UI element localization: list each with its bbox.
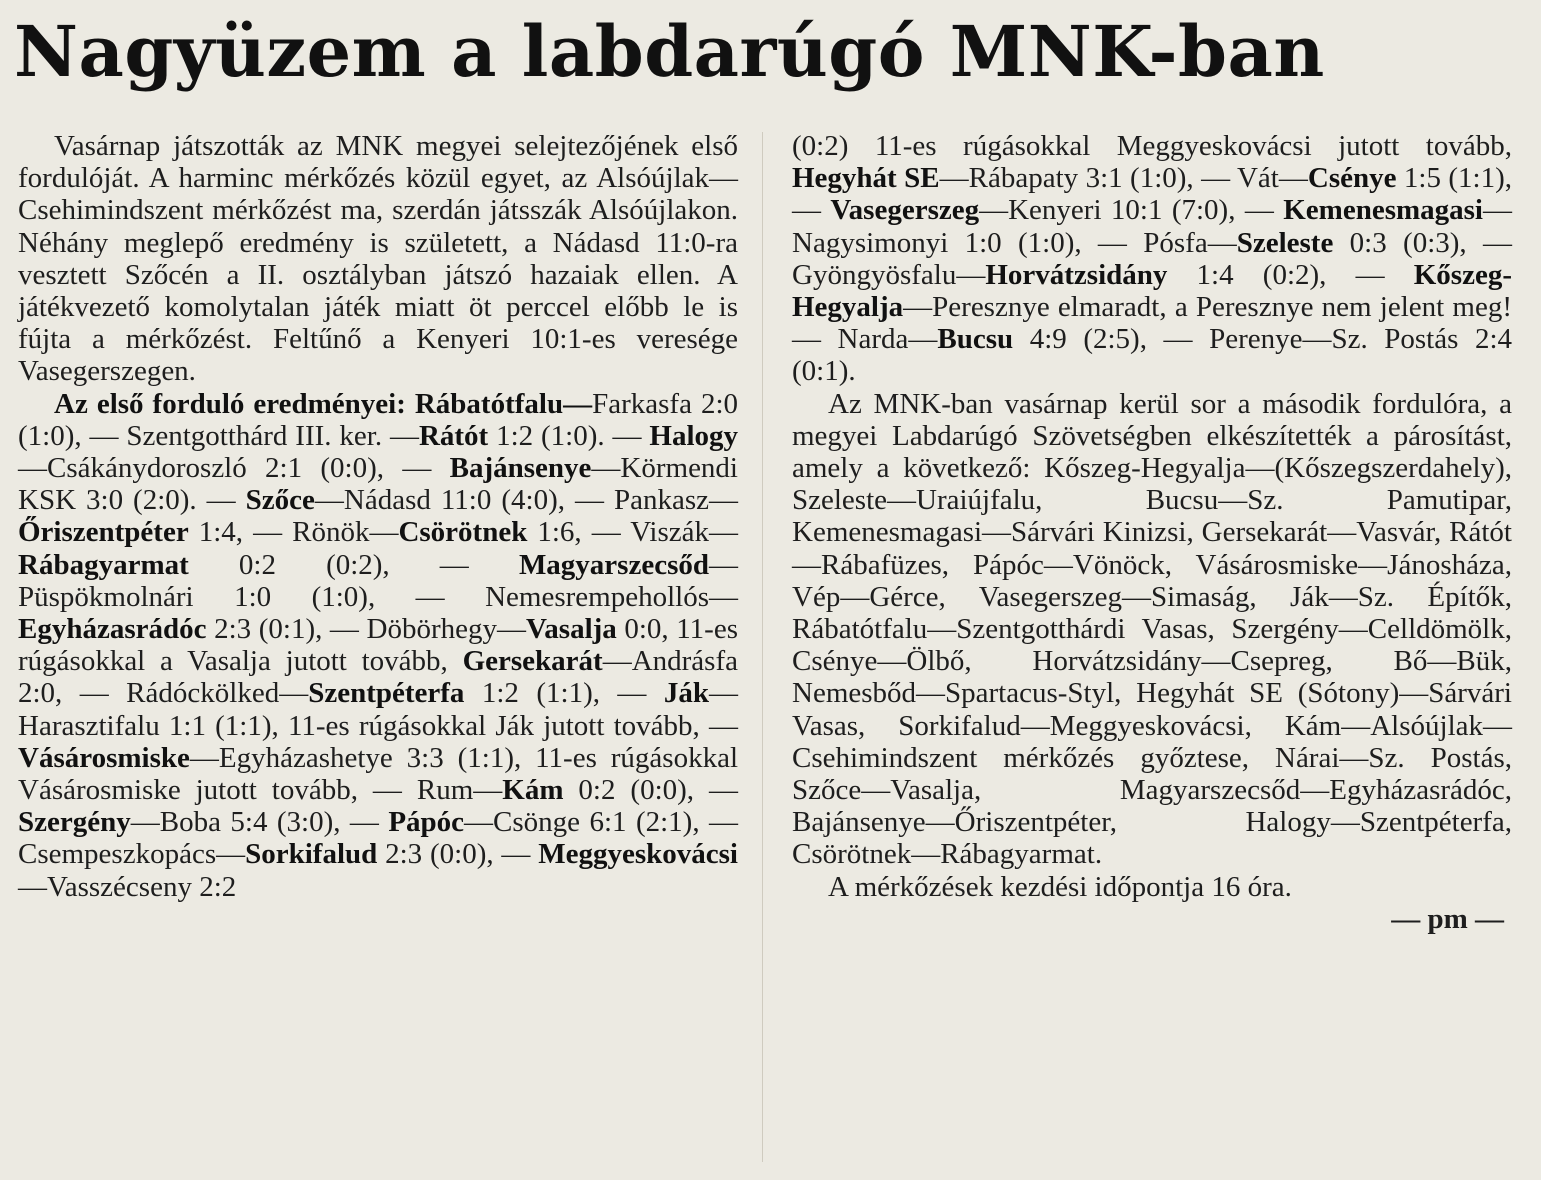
kickoff-paragraph: A mérkőzések kezdési időpontja 16 óra. [828,870,1292,903]
second-round-paragraph: Az MNK-ban vasárnap kerül sor a második fordulóra, a megyei Labdarúgó Szövetségben elkészítették a párosítást, amely a következő: Kőszeg-Hegyalja—(Kőszegszerdahely), Szeleste—Uraiújfalu, Bucsu—Sz. Pamutipar, Kemenesmagasi—Sárvári Kinizsi, Gersekarát—Vasvár, Rátót—Rábafüzes, Pápóc—Vönöck, Vásárosmiske—Jánosháza, Vép—Gérce, Vasegerszeg—Simaság, Ják—Sz. Építők, Rábatótfalu—Szentgotthárdi Vasas, Szergény—Celldömölk, Csénye—Ölbő, Horvátzsidány—Csepreg, Bő—Bük, Nemesbőd—Spartacus-Styl, Hegyhát SE (Sótony)—Sárvári Vasas, Sorkifalud—Meggyeskovácsi, Kám—Alsóújlak—Csehimindszent mérkőzés győztese, Nárai—Sz. Postás, Szőce—Vasalja, Magyarszecsőd—Egyházasrádóc, Bajánsenye—Őriszentpéter, Halogy—Szentpéterfa, Csörötnek—Rábagyarmat. [792,387,1512,871]
article-headline: Nagyüzem a labdarúgó MNK-ban [14,10,1325,93]
results-continued: (0:2) 11-es rúgásokkal Meggyeskovácsi jutott tovább, Hegyhát SE—Rábapaty 3:1 (1:0), — Vát—Csénye 1:5 (1:1), — Vasegerszeg—Kenyeri 10:1 (7:0), — Kemenesmagasi—Nagysimonyi 1:0 (1:0), — Pósfa—Szeleste 0:3 (0:3), — Gyöngyösfalu—Horvátzsidány 1:4 (0:2), — Kőszeg-Hegyalja—Peresznye elmaradt, a Peresznye nem jelent meg! — Narda—Bucsu 4:9 (2:5), — Perenye—Sz. Postás 2:4 (0:1). [792,130,1513,388]
article-column-left [18,130,738,903]
article-column-right [792,130,1512,935]
author-signature: — pm — [1391,902,1504,935]
results-paragraph: Az első forduló eredményei: Rábatótfalu—Farkasfa 2:0 (1:0), — Szentgotthárd III. ker. —Rátót 1:2 (1:0). — Halogy—Csákánydoroszló 2:1 (0:0), — Bajánsenye—Körmendi KSK 3:0 (2:0). — Szőce—Nádasd 11:0 (4:0), — Pankasz—Őriszentpéter 1:4, — Rönök—Csörötnek 1:6, — Viszák—Rábagyarmat 0:2 (0:2), — Magyarszecsőd—Püspökmolnári 1:0 (1:0), — Nemesrempehollós—Egyházasrádóc 2:3 (0:1), — Döbörhegy—Vasalja 0:0, 11-es rúgásokkal a Vasalja jutott tovább, Gersekarát—Andrásfa 2:0, — Rádóckölked—Szentpéterfa 1:2 (1:1), — Ják—Harasztifalu 1:1 (1:1), 11-es rúgásokkal Ják jutott tovább, — Vásárosmiske—Egyházashetye 3:3 (1:1), 11-es rúgásokkal Vásárosmiske jutott tovább, — Rum—Kám 0:2 (0:0), — Szergény—Boba 5:4 (3:0), — Pápóc—Csönge 6:1 (2:1), — Csempeszkopács—Sorkifalud 2:3 (0:0), — Meggyeskovácsi—Vasszécseny 2:2 [18,387,739,903]
intro-paragraph: Vasárnap játszották az MNK megyei selejtezőjének első fordulóját. A harminc mérkőzés közül egyet, az Alsóújlak—Csehimindszent mérkőzést ma, szerdán játsszák Alsóújlakon. Néhány meglepő eredmény is született, a Nádasd 11:0-ra vesztett Szőcén a II. osztályban játszó hazaiak ellen. A játékvezető komolytalan játék miatt öt perccel előbb le is fújta a mérkőzést. Feltűnő a Kenyeri 10:1-es veresége Vasegerszegen. [18,130,738,388]
column-divider [762,132,763,1162]
results-lead-in: Az első forduló eredményei: Rábatótfalu— [54,387,593,420]
